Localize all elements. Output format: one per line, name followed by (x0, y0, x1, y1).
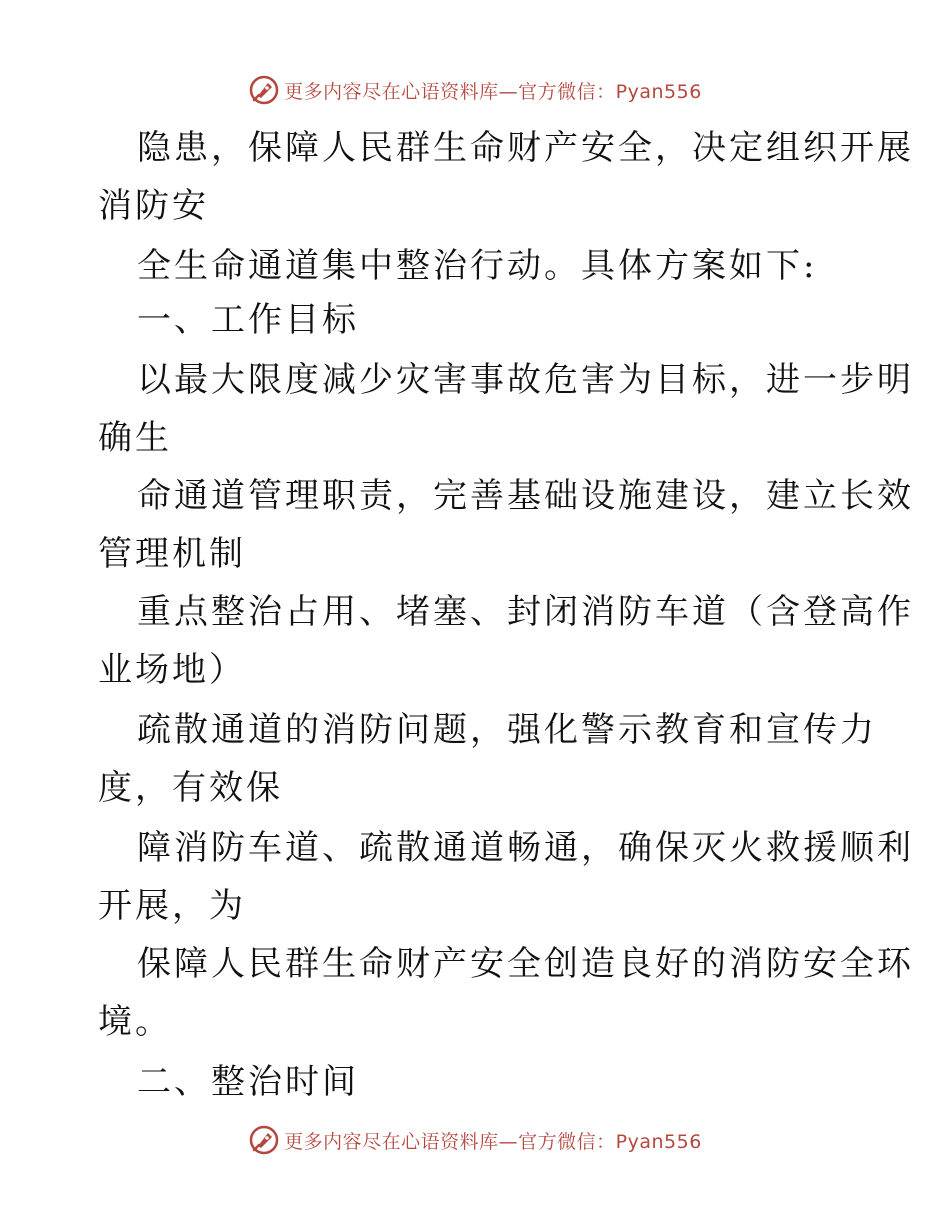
paragraph-line: 保障人民群生命财产安全创造良好的消防安全环 (137, 944, 914, 984)
footer-banner-inner (248, 1124, 702, 1156)
pen-nib-logo-icon (248, 74, 280, 106)
header-banner (0, 70, 950, 110)
paragraph-line: 以最大限度减少灾害事故危害为目标，进一步明 (137, 360, 914, 400)
paragraph-line: 命通道管理职责，完善基础设施建设，建立长效 (137, 476, 914, 516)
paragraph-line: 度，有效保 (98, 768, 283, 808)
footer-banner-text: 更多内容尽在心语资料库—官方微信：Pyan556 (284, 1130, 702, 1153)
pen-nib-logo-icon (248, 1124, 280, 1156)
paragraph-line: 管理机制 (98, 534, 246, 574)
header-banner-text: 更多内容尽在心语资料库—官方微信：Pyan556 (284, 80, 702, 103)
paragraph-line: 重点整治占用、堵塞、封闭消防车道（含登高作 (137, 592, 914, 632)
paragraph-line: 消防安 (98, 186, 209, 226)
paragraph-line: 境。 (98, 1002, 172, 1042)
paragraph-line: 业场地） (98, 650, 246, 690)
paragraph-line: 确生 (98, 418, 172, 458)
paragraph-line: 障消防车道、疏散通道畅通，确保灭火救援顺利 (137, 828, 914, 868)
section-heading: 一、工作目标 (137, 300, 359, 340)
paragraph-line: 全生命通道集中整治行动。具体方案如下: (137, 246, 818, 286)
paragraph-line: 疏散通道的消防问题，强化警示教育和宣传力 (137, 710, 877, 750)
section-heading: 二、整治时间 (137, 1062, 359, 1102)
paragraph-line: 开展，为 (98, 886, 246, 926)
paragraph-line: 隐患，保障人民群生命财产安全，决定组织开展 (137, 128, 914, 168)
header-banner-inner (248, 74, 702, 106)
footer-banner (0, 1120, 950, 1160)
